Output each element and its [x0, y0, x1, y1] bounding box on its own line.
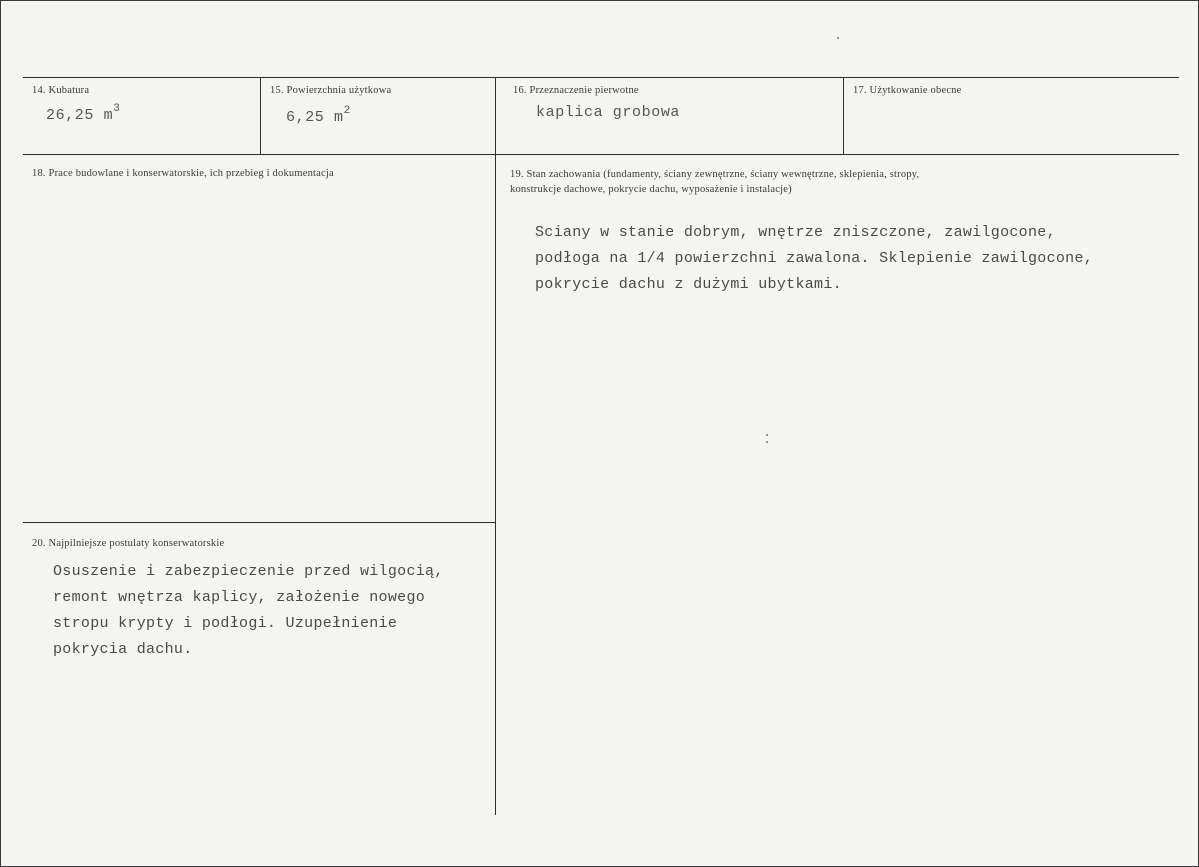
paper-speck [766, 441, 768, 443]
prace-label: 18. Prace budowlane i konserwatorskie, ich przebieg i dokumentacja [32, 168, 334, 179]
top-divider-2 [495, 78, 496, 154]
paper-speck [766, 434, 768, 436]
powierzchnia-value [286, 107, 351, 126]
postulaty-label: 20. Najpilniejsze postulaty konserwatorskie [32, 538, 225, 549]
top-divider-1 [260, 78, 261, 154]
powierzchnia-label: 15. Powierzchnia użytkowa [270, 85, 392, 96]
paper-speck [837, 37, 839, 39]
kubatura-label: 14. Kubatura [32, 85, 90, 96]
main-divider [495, 155, 496, 815]
postulaty-text-line: Osuszenie i zabezpieczenie przed wilgocią, [53, 563, 444, 580]
stan-label-line: konstrukcje dachowe, pokrycie dachu, wyposażenie i instalacje) [510, 184, 792, 195]
postulaty-text-line: stropu krypty i podłogi. Uzupełnienie [53, 615, 398, 632]
stan-text-line: Sciany w stanie dobrym, wnętrze zniszczone, zawilgocone, [535, 224, 1056, 241]
stan-text-line: podłoga na 1/4 powierzchni zawalona. Sklepienie zawilgocone, [535, 250, 1094, 267]
postulaty-text [53, 559, 444, 663]
section-20-top-rule [23, 522, 495, 523]
postulaty-text-line: pokrycia dachu. [53, 641, 193, 658]
stan-label [510, 167, 919, 197]
kubatura-number: 26,25 m [46, 107, 114, 124]
stan-text [535, 220, 1093, 298]
top-divider-3 [843, 78, 844, 154]
przeznaczenie-value: kaplica grobowa [536, 104, 681, 121]
kubatura-value [46, 105, 120, 124]
powierzchnia-number: 6,25 m [286, 109, 344, 126]
uzytkowanie-label: 17. Użytkowanie obecne [853, 85, 962, 96]
stan-label-line: 19. Stan zachowania (fundamenty, ściany zewnętrzne, ściany wewnętrzne, sklepienia, stropy, [510, 169, 920, 180]
postulaty-text-line: remont wnętrza kaplicy, założenie nowego [53, 589, 426, 606]
stan-text-line: pokrycie dachu z dużymi ubytkami. [535, 276, 842, 293]
top-row-bottom-rule [23, 154, 1179, 155]
kubatura-exponent: 3 [113, 103, 121, 115]
przeznaczenie-label: 16. Przeznaczenie pierwotne [513, 85, 639, 96]
powierzchnia-exponent: 2 [343, 105, 351, 117]
top-row-top-rule [23, 77, 1179, 78]
